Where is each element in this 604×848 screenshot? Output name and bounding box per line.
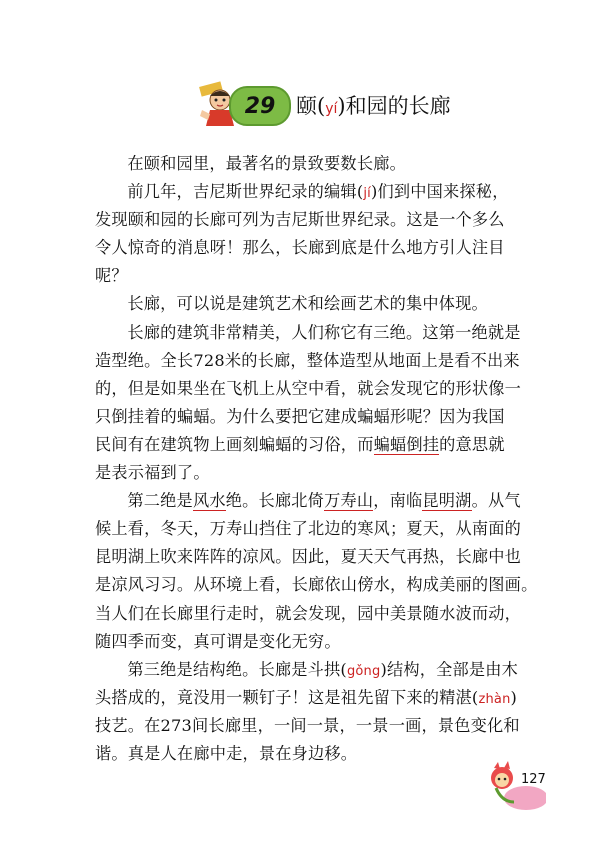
text-line: 谐。真是人在廊中走，景在身边移。: [95, 743, 358, 763]
lesson-title: 颐(yí)和园的长廊: [296, 94, 451, 118]
pinyin-annotation: jí: [363, 186, 371, 202]
text-line: 候上看，冬天，万寿山挡住了北边的寒风；夏天，从南面的: [95, 519, 522, 539]
text-line: 长廊，可以说是建筑艺术和绘画艺术的集中体现。: [127, 294, 488, 314]
underlined-phrase: 蝙蝠倒挂: [373, 434, 440, 454]
text-line: 民间有在建筑物上画刻蝙蝠的习俗，而蝙蝠倒挂的意思就: [95, 434, 505, 454]
text-line: 第二绝是风水绝。长廊北倚万寿山，南临昆明湖。从气: [127, 491, 521, 511]
text-line: 是凉风习习。从环境上看，长廊依山傍水，构成美丽的图画。: [95, 575, 538, 595]
text-line: 令人惊奇的消息呀！那么，长廊到底是什么地方引人注目: [95, 238, 505, 258]
underlined-phrase: 昆明湖: [422, 491, 472, 511]
text-line: 呢？: [95, 266, 128, 286]
text-line: 昆明湖上吹来阵阵的凉风。因此，夏天天气再热，长廊中也: [95, 547, 522, 567]
text-line: 随四季而变，真可谓是变化无穷。: [95, 631, 341, 651]
text-line: 造型绝。全长728米的长廊，整体造型从地面上是看不出来: [95, 350, 520, 370]
text-line: 长廊的建筑非常精美，人们称它有三绝。这第一绝就是: [127, 322, 521, 342]
text-line: 在颐和园里，最著名的景致要数长廊。: [127, 154, 406, 173]
lesson-number-badge: 29: [229, 86, 291, 126]
body-text: [95, 150, 538, 768]
text-line: 的，但是如果坐在飞机上从空中看，就会发现它的形状像一: [95, 378, 522, 398]
page-number: 127: [521, 772, 546, 787]
underlined-phrase: 万寿山: [324, 491, 374, 511]
pinyin-annotation: gǒng: [346, 663, 381, 679]
pinyin-annotation: zhàn: [478, 691, 511, 707]
text-line: 发现颐和园的长廊可列为吉尼斯世界纪录。这是一个多么: [95, 210, 505, 230]
text-line: 当人们在长廊里行走时，就会发现，园中美景随水波而动，: [95, 603, 522, 623]
underlined-phrase: 风水: [192, 491, 226, 511]
text-line: 前几年，吉尼斯世界纪录的编辑(jí)们到中国来探秘，: [127, 182, 509, 202]
lesson-header: [196, 80, 496, 130]
text-line: 头搭成的，竟没用一颗钉子！这是祖先留下来的精湛(zhàn): [95, 687, 518, 707]
text-line: 第三绝是结构绝。长廊是斗拱(gǒng)结构，全部是由木: [127, 659, 519, 679]
text-line: 技艺。在273间长廊里，一间一景，一景一画，景色变化和: [95, 715, 520, 735]
pinyin-annotation: yí: [325, 101, 338, 117]
text-line: 是表示福到了。: [95, 463, 210, 483]
text-line: 只倒挂着的蝙蝠。为什么要把它建成蝙蝠形呢？因为我国: [95, 406, 505, 426]
